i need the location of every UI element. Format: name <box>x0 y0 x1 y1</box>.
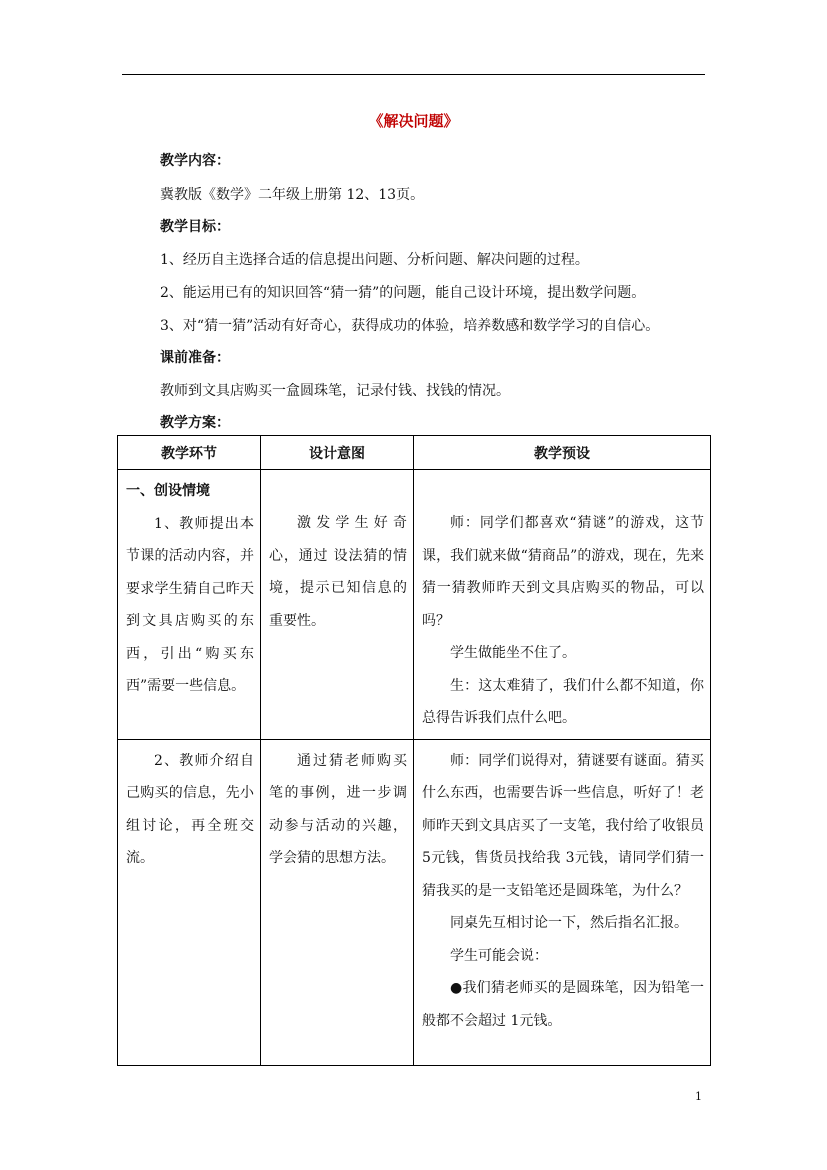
intent-cell <box>261 739 414 1065</box>
preset-cell <box>414 470 711 740</box>
header-rule <box>122 74 705 75</box>
page-number: 1 <box>695 1090 702 1103</box>
stage-cell <box>118 470 261 740</box>
preset-paragraph: 同桌先互相讨论一下，然后指名汇报。 <box>450 915 688 931</box>
intent-text: 通过猜老师购买笔的事例，进一步调动参与活动的兴趣，学会猜的思想方法。 <box>269 752 407 866</box>
column-header-preset: 教学预设 <box>414 436 711 470</box>
table-header-row <box>118 436 711 470</box>
prep-text: 教师到文具店购买一盒圆珠笔，记录付钱、找钱的情况。 <box>160 383 510 399</box>
goals-heading: 教学目标： <box>160 219 230 235</box>
table-row <box>118 739 711 1065</box>
column-header-intent: 设计意图 <box>261 436 414 470</box>
preset-paragraph: 生：这太难猜了，我们什么都不知道，你总得告诉我们点什么吧。 <box>422 677 704 726</box>
plan-heading: 教学方案： <box>160 415 230 431</box>
teaching-plan-table <box>117 435 711 1066</box>
preset-paragraph: 师：同学们都喜欢“猜谜”的游戏，这节课，我们就来做“猜商品”的游戏，现在，先来猜一猜教师昨天到文具店购买的物品，可以吗？ <box>422 515 704 629</box>
preset-paragraph: 学生做能坐不住了。 <box>450 645 576 661</box>
stage-text: 2、教师介绍自己购买的信息，先小组讨论，再全班交流。 <box>126 752 254 866</box>
goal-item: 1、经历自主选择合适的信息提出问题、分析问题、解决问题的过程。 <box>160 252 589 268</box>
content-text: 冀教版《数学》二年级上册第 12、13页。 <box>160 187 425 203</box>
preset-paragraph: 学生可能会说： <box>450 947 548 964</box>
stage-text: 1、教师提出本节课的活动内容，并要求学生猜自己昨天到文具店购买的东西，引出“购买东西”需要一些信息。 <box>126 515 254 694</box>
column-header-stage: 教学环节 <box>118 436 261 470</box>
goal-item: 3、对“猜一猜”活动有好奇心，获得成功的体验，培养数感和数学学习的自信心。 <box>160 318 660 334</box>
preset-paragraph: 师：同学们说得对，猜谜要有谜面。猜买什么东西，也需要告诉一些信息，听好了！老师昨天到文具店买了一支笔，我付给了收银员 5元钱，售货员找给我 3元钱，请同学们猜一猜我买的是一支铅笔还是圆珠笔，为什么？ <box>422 752 704 899</box>
intent-cell <box>261 470 414 740</box>
document-title: 《解决问题》 <box>368 112 459 130</box>
prep-heading: 课前准备： <box>160 350 230 366</box>
stage-title: 一、创设情境 <box>126 483 210 499</box>
table-row <box>118 470 711 740</box>
goal-item: 2、能运用已有的知识回答“猜一猜”的问题，能自己设计环境，提出数学问题。 <box>160 285 646 301</box>
content-heading: 教学内容： <box>160 153 230 169</box>
intent-text: 激发学生好奇心，通过 设法猜的情境，提示已知信息的重要性。 <box>269 515 407 629</box>
preset-cell <box>414 739 711 1065</box>
stage-cell <box>118 739 261 1065</box>
preset-paragraph: ●我们猜老师买的是圆珠笔，因为铅笔一般都不会超过 1元钱。 <box>422 980 704 1029</box>
